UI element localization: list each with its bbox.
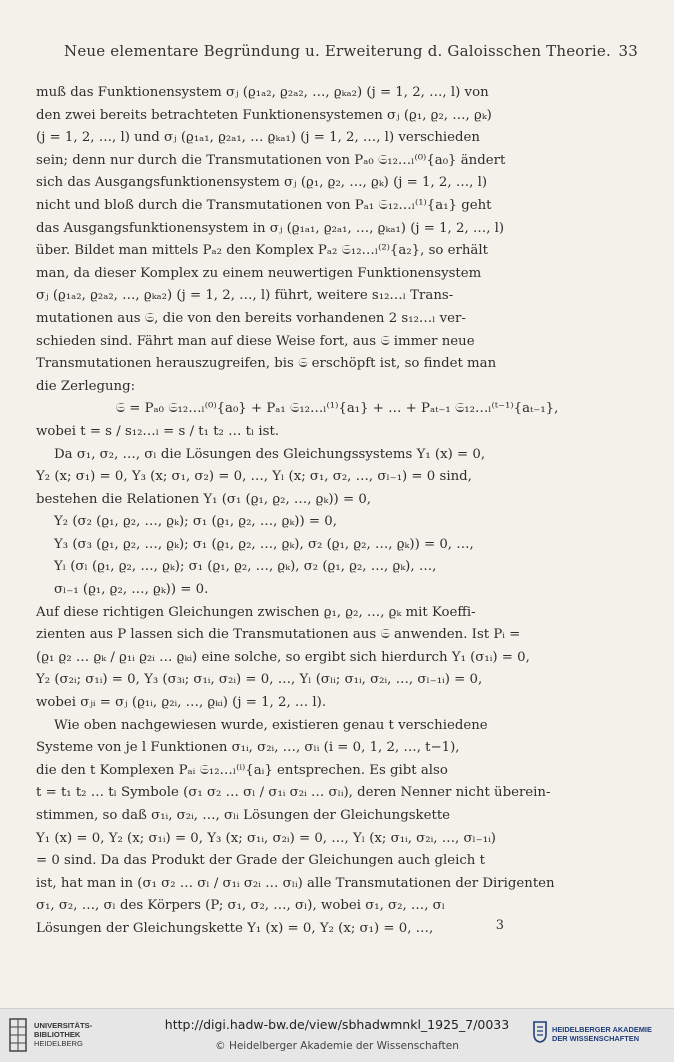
academy-name-line: HEIDELBERGER AKADEMIE (552, 1025, 652, 1034)
text-line: (ϱ₁ ϱ₂ … ϱₖ / ϱ₁ᵢ ϱ₂ᵢ … ϱₖᵢ) eine solche, so ergibt sich hierdurch Y₁ (σ₁ᵢ) = 0, (36, 649, 530, 665)
text-line: nicht und bloß durch die Transmutationen von Pₐ₁ 𝔖₁₂…ₗ⁽¹⁾{a₁} geht (36, 197, 492, 213)
text-line: man, da dieser Komplex zu einem neuwertigen Funktionensystem (36, 265, 482, 281)
university-library-logo-icon (8, 1018, 28, 1052)
running-header (34, 42, 638, 64)
text-line: über. Bildet man mittels Pₐ₂ den Komplex Pₐ₂ 𝔖₁₂…ₗ⁽²⁾{a₂}, so erhält (36, 243, 488, 259)
text-line: ist, hat man in (σ₁ σ₂ … σₗ / σ₁ᵢ σ₂ᵢ … σₗᵢ) alle Transmutationen der Dirigenten (36, 875, 555, 891)
text-line: mutationen aus 𝔖, die von den bereits vorhandenen 2 s₁₂…ₗ ver- (36, 310, 466, 326)
signature-mark: 3 (495, 918, 504, 933)
text-line: zienten aus P lassen sich die Transmutationen aus 𝔖 anwenden. Ist Pᵢ = (36, 627, 521, 643)
text-line: Transmutationen herauszugreifen, bis 𝔖 erschöpft ist, so findet man (36, 356, 497, 372)
decomposition-formula: 𝔖 = Pₐ₀ 𝔖₁₂…ₗ⁽⁰⁾{a₀} + Pₐ₁ 𝔖₁₂…ₗ⁽¹⁾{a₁} + … + Pₐₜ₋₁ 𝔖₁₂…ₗ⁽ᵗ⁻¹⁾{aₜ₋₁}, (115, 401, 559, 417)
text-line: Wie oben nachgewiesen wurde, existieren genau t verschiedene (54, 717, 488, 733)
text-line: bestehen die Relationen Y₁ (σ₁ (ϱ₁, ϱ₂, …, ϱₖ)) = 0, (36, 491, 372, 507)
relation-line: Y₂ (σ₂ (ϱ₁, ϱ₂, …, ϱₖ); σ₁ (ϱ₁, ϱ₂, …, ϱₖ)) = 0, (54, 514, 337, 530)
text-line: Y₂ (x; σ₁) = 0, Y₃ (x; σ₁, σ₂) = 0, …, Yₗ (x; σ₁, σ₂, …, σₗ₋₁) = 0 sind, (36, 469, 472, 485)
library-name-line: UNIVERSITÄTS- (34, 1021, 93, 1030)
academy-name-line: DER WISSENSCHAFTEN (552, 1034, 640, 1043)
text-line: sein; denn nur durch die Transmutationen von Pₐ₀ 𝔖₁₂…ₗ⁽⁰⁾{a₀} ändert (36, 152, 506, 168)
academy-name (552, 1025, 652, 1043)
academy-logo-icon (532, 1021, 548, 1043)
text-line: Systeme von je l Funktionen σ₁ᵢ, σ₂ᵢ, …, σₗᵢ (i = 0, 1, 2, …, t−1), (36, 740, 460, 756)
text-line: Y₁ (x) = 0, Y₂ (x; σ₁ᵢ) = 0, Y₃ (x; σ₁ᵢ, σ₂ᵢ) = 0, …, Yₗ (x; σ₁ᵢ, σ₂ᵢ, …, σₗ₋₁ᵢ) (36, 830, 496, 846)
index-formula: wobei t = s / s₁₂…ₗ = s / t₁ t₂ … tₗ ist. (36, 423, 280, 439)
text-line: Lösungen der Gleichungskette Y₁ (x) = 0, Y₂ (x; σ₁) = 0, …, (36, 920, 434, 936)
text-line: t = t₁ t₂ … tₗ Symbole (σ₁ σ₂ … σₗ / σ₁ᵢ σ₂ᵢ … σₗᵢ), deren Nenner nicht überein- (36, 785, 551, 801)
copyright-notice: © Heidelberger Akademie der Wissenschaften (215, 1040, 459, 1052)
text-line: die Zerlegung: (36, 378, 136, 394)
relation-line: Y₃ (σ₃ (ϱ₁, ϱ₂, …, ϱₖ); σ₁ (ϱ₁, ϱ₂, …, ϱₖ), σ₂ (ϱ₁, ϱ₂, …, ϱₖ)) = 0, …, (54, 536, 474, 552)
text-line: (j = 1, 2, …, l) und σⱼ (ϱ₁ₐ₁, ϱ₂ₐ₁, … ϱₖₐ₁) (j = 1, 2, …, l) verschieden (36, 130, 480, 146)
text-line: das Ausgangsfunktionensystem in σⱼ (ϱ₁ₐ₁, ϱ₂ₐ₁, …, ϱₖₐ₁) (j = 1, 2, …, l) (36, 220, 505, 236)
text-line: muß das Funktionensystem σⱼ (ϱ₁ₐ₂, ϱ₂ₐ₂, …, ϱₖₐ₂) (j = 1, 2, …, l) von (36, 85, 489, 100)
library-city: HEIDELBERG (34, 1039, 83, 1048)
viewer-footer (0, 1008, 674, 1062)
text-line: sich das Ausgangsfunktionensystem σⱼ (ϱ₁, ϱ₂, …, ϱₖ) (j = 1, 2, …, l) (36, 175, 488, 191)
relation-line: Yₗ (σₗ (ϱ₁, ϱ₂, …, ϱₖ); σ₁ (ϱ₁, ϱ₂, …, ϱₖ), σ₂ (ϱ₁, ϱ₂, …, ϱₖ), …, (54, 559, 437, 575)
text-line: stimmen, so daß σ₁ᵢ, σ₂ᵢ, …, σₗᵢ Lösungen der Gleichungskette (36, 808, 451, 823)
permalink[interactable]: http://digi.hadw-bw.de/view/sbhadwmnkl_1925_7/0033 (164, 1017, 510, 1032)
text-line: die den t Komplexen Pₐᵢ 𝔖₁₂…ₗ⁽ⁱ⁾{aᵢ} entsprechen. Es gibt also (36, 762, 448, 778)
text-line: schieden sind. Fährt man auf diese Weise fort, aus 𝔖 immer neue (36, 333, 475, 349)
university-library-name (34, 1021, 92, 1048)
text-line: σ₁, σ₂, …, σₗ des Körpers (P; σ₁, σ₂, …, σₗ), wobei σ₁, σ₂, …, σₗ (36, 898, 445, 914)
body-text (36, 82, 638, 941)
relation-line: σₗ₋₁ (ϱ₁, ϱ₂, …, ϱₖ)) = 0. (54, 582, 209, 598)
text-line: wobei σⱼᵢ = σⱼ (ϱ₁ᵢ, ϱ₂ᵢ, …, ϱₖᵢ) (j = 1, 2, … l). (36, 695, 327, 711)
running-title: Neue elementare Begründung u. Erweiterung d. Galoisschen Theorie. (64, 42, 611, 60)
library-name-line: BIBLIOTHEK (34, 1030, 81, 1039)
text-line: Y₂ (σ₂ᵢ; σ₁ᵢ) = 0, Y₃ (σ₃ᵢ; σ₁ᵢ, σ₂ᵢ) = 0, …, Yₗ (σₗᵢ; σ₁ᵢ, σ₂ᵢ, …, σₗ₋₁ᵢ) = 0, (36, 672, 483, 688)
text-line: den zwei bereits betrachteten Funktionensystemen σⱼ (ϱ₁, ϱ₂, …, ϱₖ) (36, 107, 492, 123)
page-number: 33 (618, 42, 638, 60)
text-line: = 0 sind. Da das Produkt der Grade der Gleichungen auch gleich t (36, 853, 485, 869)
text-line: Da σ₁, σ₂, …, σₗ die Lösungen des Gleichungssystems Y₁ (x) = 0, (54, 446, 486, 462)
text-line: σⱼ (ϱ₁ₐ₂, ϱ₂ₐ₂, …, ϱₖₐ₂) (j = 1, 2, …, l) führt, weitere s₁₂…ₗ Trans- (36, 288, 454, 304)
text-line: Auf diese richtigen Gleichungen zwischen ϱ₁, ϱ₂, …, ϱₖ mit Koeffi- (36, 604, 476, 620)
